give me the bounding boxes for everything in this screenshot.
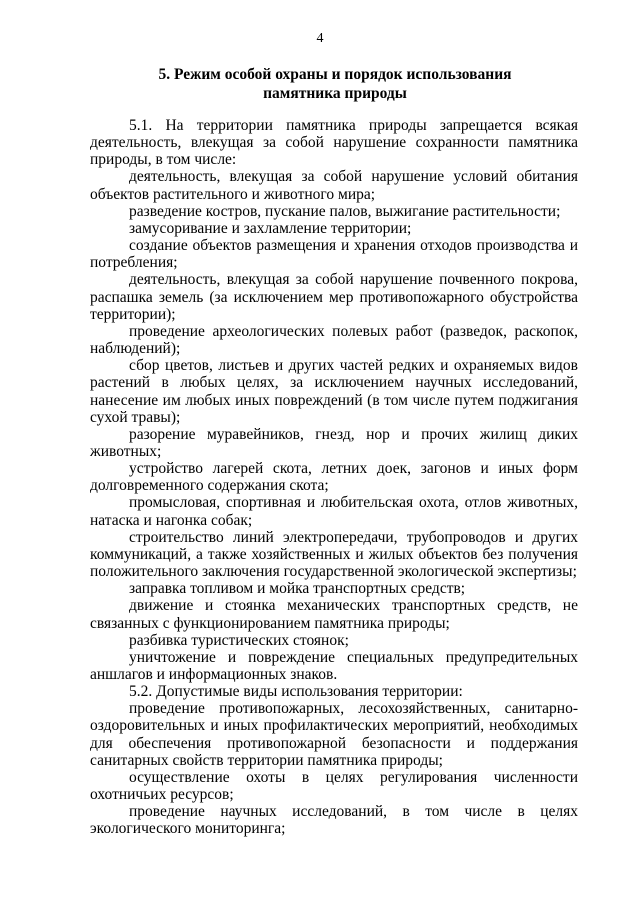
list-item: промысловая, спортивная и любительская охота, отлов животных, натаска и нагонка собак; bbox=[90, 494, 578, 529]
list-item: создание объектов размещения и хранения отходов производства и потребления; bbox=[90, 237, 578, 272]
paragraph: 5.2. Допустимые виды использования территории: bbox=[129, 683, 463, 701]
list-item: разведение костров, пускание палов, выжигание растительности; bbox=[129, 202, 561, 220]
list-item: уничтожение и повреждение специальных предупредительных аншлагов и информационных знаков. bbox=[90, 648, 578, 683]
page-number: 4 bbox=[316, 31, 324, 46]
list-item: строительство линий электропередачи, трубопроводов и других коммуникаций, а также хозяйственных и жилых объектов без получения положительного заключения государственной экологической экспертизы; bbox=[90, 528, 578, 581]
list-item: проведение научных исследований, в том числе в целях экологического мониторинга; bbox=[90, 803, 578, 838]
list-item: замусоривание и захламление территории; bbox=[129, 219, 412, 237]
list-item: проведение археологических полевых работ (разведок, раскопок, наблюдений); bbox=[90, 322, 578, 358]
list-item: деятельность, влекущая за собой нарушение условий обитания объектов растительного и животного мира; bbox=[90, 168, 578, 203]
paragraph: 5.1. На территории памятника природы запрещается всякая деятельность, влекущая за собой нарушение сохранности памятника природы, в том числе: bbox=[90, 117, 578, 169]
section-title-line-1: 5. Режим особой охраны и порядок использования bbox=[158, 66, 512, 83]
list-item: разорение муравейников, гнезд, нор и прочих жилищ диких животных; bbox=[90, 425, 578, 460]
list-item: устройство лагерей скота, летних доек, загонов и иных форм долговременного содержания скота; bbox=[90, 460, 578, 495]
list-item: деятельность, влекущая за собой нарушение почвенного покрова, распашка земель (за исключением мер противопожарного обустройства территории); bbox=[90, 271, 578, 323]
section-title bbox=[90, 65, 580, 103]
list-item: движение и стоянка механических транспортных средств, не связанных с функционированием памятника природы; bbox=[90, 597, 578, 632]
list-item: разбивка туристических стоянок; bbox=[129, 631, 349, 649]
document-body bbox=[90, 117, 578, 838]
list-item: заправка топливом и мойка транспортных средств; bbox=[129, 580, 466, 598]
list-item: проведение противопожарных, лесохозяйственных, санитарно-оздоровительных и иных профилактических мероприятий, необходимых для обеспечения противопожарной безопасности и поддержания санитарных свойств территории памятника природы; bbox=[90, 700, 578, 769]
section-title-line-2: памятника природы bbox=[263, 85, 407, 102]
list-item: осуществление охоты в целях регулирования численности охотничьих ресурсов; bbox=[90, 768, 578, 804]
list-item: сбор цветов, листьев и других частей редких и охраняемых видов растений в любых целях, за исключением научных исследований, нанесение им любых иных повреждений (в том числе путем поджигания сухой травы); bbox=[90, 357, 578, 426]
